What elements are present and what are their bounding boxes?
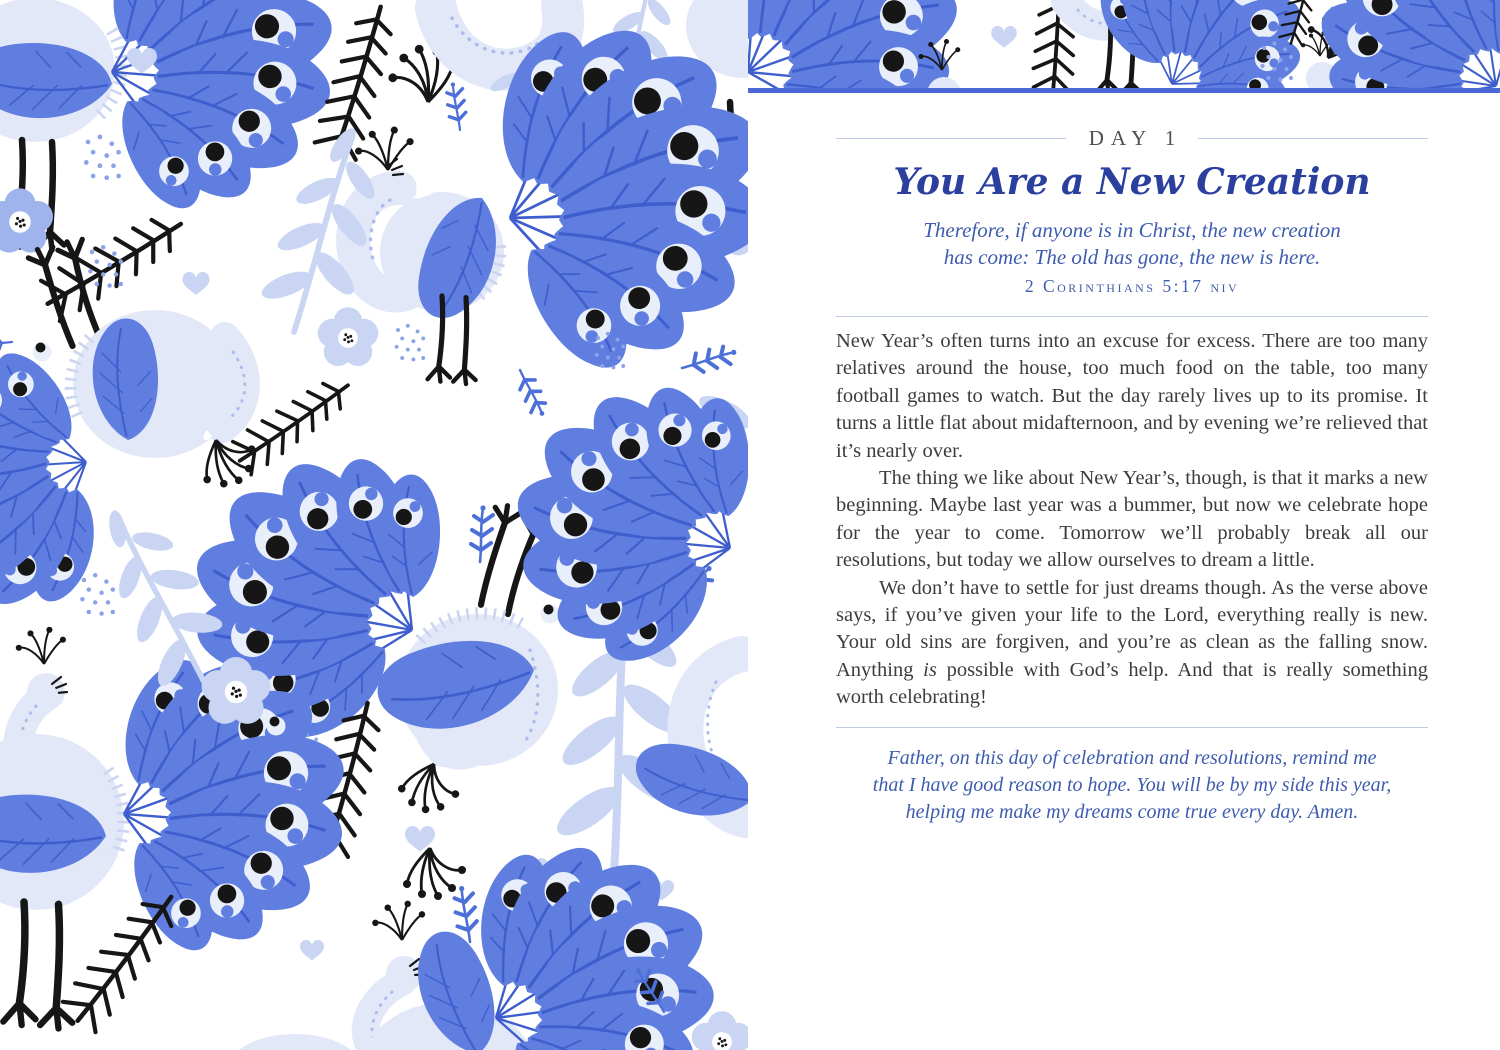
verse-line-2: has come: The old has gone, the new is here.: [943, 245, 1321, 269]
devotional-content: [748, 93, 1500, 826]
prayer-line-3: helping me make my dreams come true every day. Amen.: [905, 800, 1359, 823]
day-label: DAY 1: [1088, 126, 1183, 150]
prayer-line-2: that I have good reason to hope. You will be by my side this year,: [872, 773, 1392, 796]
page-title: You Are a New Creation: [893, 161, 1371, 203]
day-rule-left: [836, 138, 1066, 139]
body-paragraph: New Year’s often turns into an excuse for excess. There are too many relatives around the house, too much food on the table, too many football games to watch. But the day rarely lives up to its promise. It turns a little flat about midafternoon, and by evening we’re relieved that it’s nearly over.: [836, 330, 1428, 462]
prayer-text: [836, 745, 1428, 826]
peacock-center: [353, 0, 748, 393]
verse-reference: 2 Corinthians 5:17 niv: [1024, 276, 1240, 296]
right-page: [748, 0, 1500, 1050]
body-text: [836, 328, 1428, 712]
verse-line-1: Therefore, if anyone is in Christ, the new creation: [923, 218, 1341, 242]
body-paragraph: We don’t have to settle for just dreams though. As the verse above says, if you’ve given your life to the Lord, everything really is new. Your old sins are forgiven, and you’re as clean as the falling snow. Anything is possible with God’s help. And that is really something worth celebrating!: [836, 576, 1428, 709]
body-paragraph: The thing we like about New Year’s, though, is that it marks a new beginning. Maybe last year was a bummer, but now we celebrate hope for the year to come. Tomorrow we’ll probably break all our resolutions, but today we allow ourselves to dream a little.: [836, 467, 1428, 572]
divider-bottom: [836, 727, 1428, 728]
left-page: [0, 0, 748, 1050]
day-rule-right: [1198, 138, 1428, 139]
top-strip-art: [748, 0, 1500, 88]
day-header: [836, 126, 1428, 151]
prayer-line-1: Father, on this day of celebration and resolutions, remind me: [887, 746, 1377, 769]
divider-top: [836, 316, 1428, 317]
peacock-pattern-art: [0, 0, 748, 1050]
top-pattern-strip: [748, 0, 1500, 88]
verse-text: [836, 217, 1428, 271]
